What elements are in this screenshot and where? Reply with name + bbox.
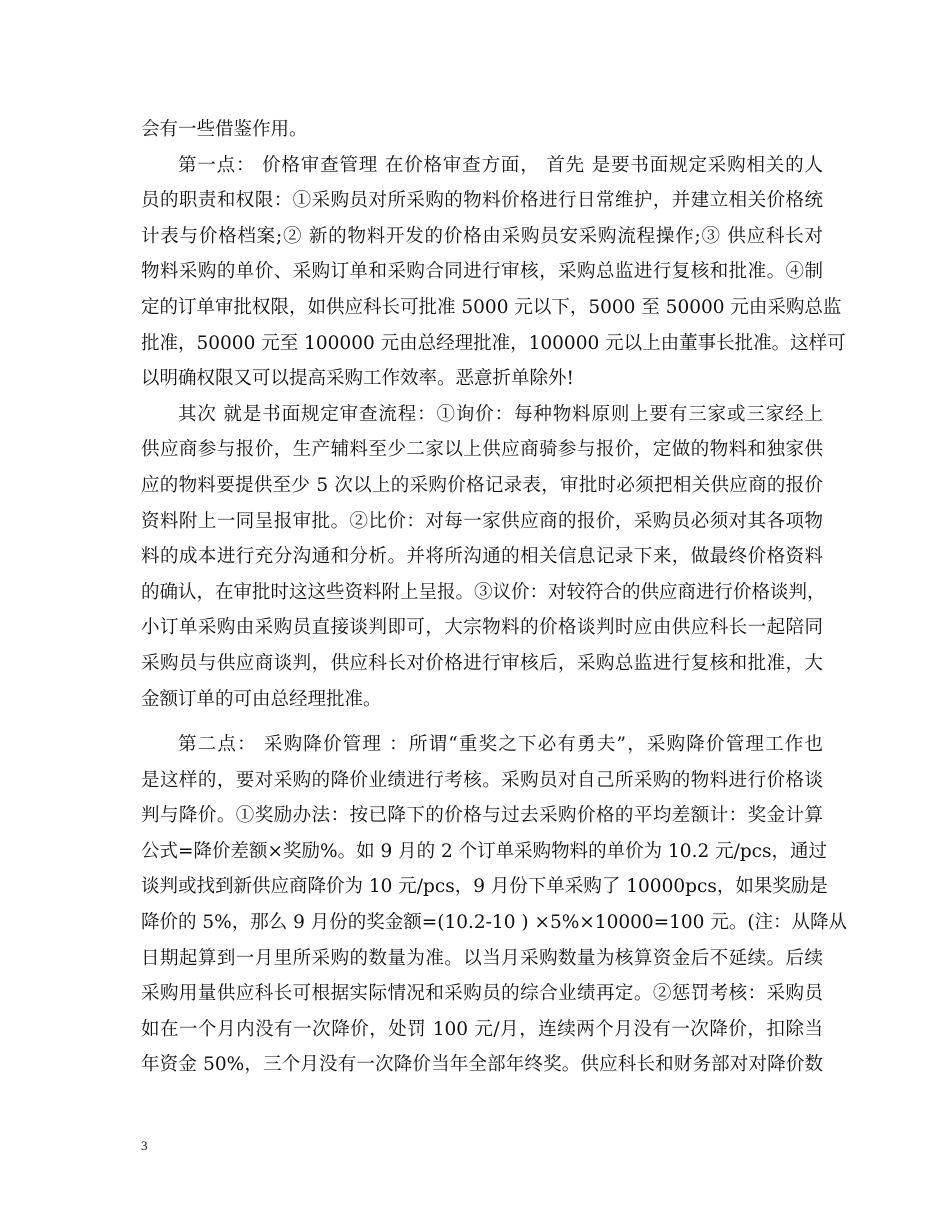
intro-tail-line: 会有一些借鉴作用。	[141, 119, 308, 140]
paragraph-line: 料的成本进行充分沟通和分析。并将所沟通的相关信息记录下来，做最终价格资料	[141, 546, 823, 568]
paragraph-line: 的确认，在审批时这这些资料附上呈报。③议价：对较符合的供应商进行价格谈判，	[141, 581, 826, 603]
paragraph-line: 降价的 5%，那么 9 月份的奖金额=(10.2-10 ) ×5%×10000=100 元。(注：从降从	[141, 912, 848, 934]
paragraph-spacer	[141, 717, 823, 727]
paragraph-line: 小订单采购由采购员直接谈判即可，大宗物料的价格谈判时应由供应科长一起陪同	[141, 617, 823, 639]
paragraph-line: 定的订单审批权限，如供应科长可批准 5000 元以下，5000 至 50000 元由采购总监	[141, 296, 842, 318]
paragraph-line: 其次 就是书面规定审查流程：①询价：每种物料原则上要有三家或三家经上	[178, 403, 823, 425]
paragraph-line: 采购员与供应商谈判，供应科长对价格进行审核后，采购总监进行复核和批准，大	[141, 652, 823, 674]
document-body	[141, 112, 848, 1083]
paragraph-line: 采购用量供应科长可根据实际情况和采购员的综合业绩再定。②惩罚考核：采购员	[141, 983, 823, 1005]
paragraph-line: 计表与价格档案;② 新的物料开发的价格由采购员安采购流程操作;③ 供应科长对	[141, 225, 823, 247]
paragraph-line: 员的职责和权限：①采购员对所采购的物料价格进行日常维护，并建立相关价格统	[141, 190, 823, 212]
paragraph-line: 如在一个月内没有一次降价，处罚 100 元/月，连续两个月没有一次降价，扣除当	[141, 1018, 823, 1040]
paragraph-review-process	[141, 397, 826, 717]
paragraph-line: 以明确权限又可以提高采购工作效率。恶意折单除外!	[141, 368, 574, 390]
paragraph-line: 公式=降价差额×奖励%。如 9 月的 2 个订单采购物料的单价为 10.2 元/pcs，通过	[141, 840, 828, 862]
paragraph-price-review	[141, 148, 846, 397]
paragraph-line: 日期起算到一月里所采购的数量为准。以当月采购数量为核算资金后不延续。后续	[141, 947, 823, 969]
paragraph-line: 第一点： 价格审查管理 在价格审查方面， 首先 是要书面规定采购相关的人	[178, 154, 823, 176]
paragraph-line: 物料采购的单价、采购订单和采购合同进行审核，采购总监进行复核和批准。④制	[141, 261, 823, 283]
paragraph-line: 供应商参与报价，生产辅料至少二家以上供应商骑参与报价，定做的物料和独家供	[141, 439, 823, 461]
paragraph-line: 判与降价。①奖励办法：按已降下的价格与过去采购价格的平均差额计：奖金计算	[141, 805, 823, 827]
paragraph-line: 应的物料要提供至少 5 次以上的采购价格记录表，审批时必须把相关供应商的报价	[141, 474, 823, 496]
page-number: 3	[141, 1138, 148, 1153]
paragraph-line: 金额订单的可由总经理批准。	[141, 688, 382, 710]
paragraph-line: 资料附上一同呈报审批。②比价：对每一家供应商的报价，采购员必须对其各项物	[141, 510, 823, 532]
paragraph-line: 第二点： 采购降价管理 ：所谓“重奖之下必有勇夫”，采购降价管理工作也	[178, 734, 823, 756]
paragraph-price-reduction	[141, 727, 848, 1083]
paragraph-line: 谈判或找到新供应商降价为 10 元/pcs，9 月份下单采购了 10000pcs，如果奖励是	[141, 876, 828, 898]
paragraph-line: 是这样的，要对采购的降价业绩进行考核。采购员对自己所采购的物料进行价格谈	[141, 769, 823, 791]
paragraph-line: 年资金 50%，三个月没有一次降价当年全部年终奖。供应科长和财务部对对降价数	[141, 1054, 823, 1076]
paragraph-line: 批准，50000 元至 100000 元由总经理批准，100000 元以上由董事长批准。这样可	[141, 332, 846, 354]
